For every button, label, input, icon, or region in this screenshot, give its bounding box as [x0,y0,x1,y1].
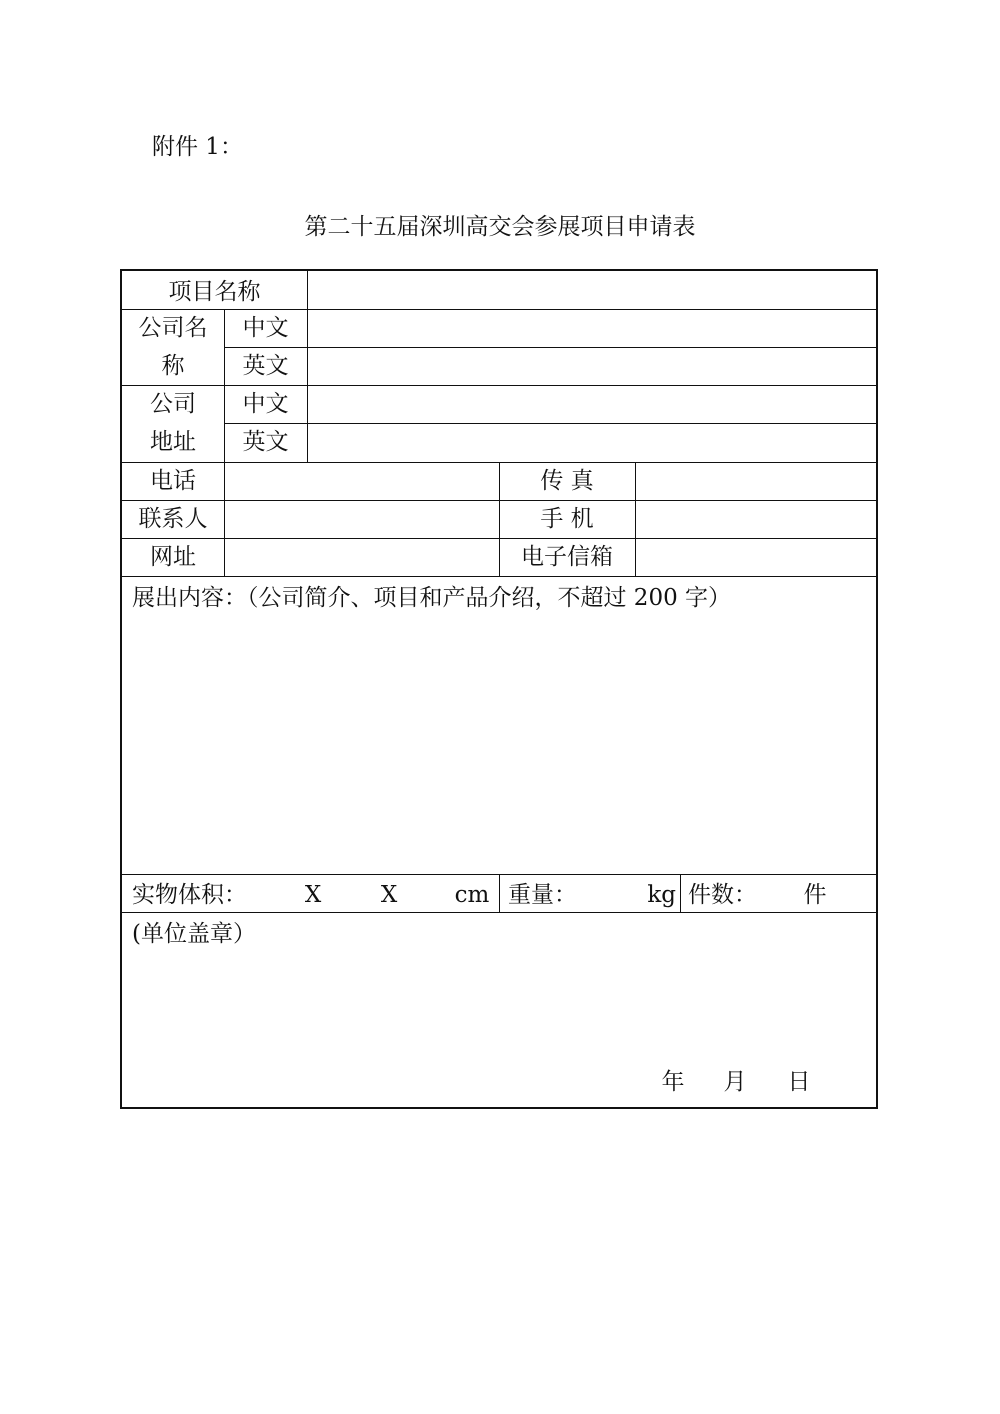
company-address-chinese-label: 中文 [242,391,289,417]
phone-label: 电话 [150,468,196,494]
exhibit-content-textarea[interactable] [122,617,876,873]
company-name-english-label: 英文 [242,353,289,379]
row-divider [122,576,876,577]
project-name-label: 项目名称 [168,279,261,305]
contact-label: 联系人 [138,506,208,532]
count-label: 件数： [688,882,757,908]
company-name-label-line2: 称 [161,353,185,379]
company-name-english-input[interactable] [309,347,876,385]
count-unit: 件 [803,882,827,908]
company-name-label-line1: 公司名 [138,315,208,341]
company-name-chinese-input[interactable] [309,309,876,347]
column-divider [307,271,308,462]
attachment-label: 附件 1： [152,134,243,160]
volume-label: 实物体积： [132,882,247,908]
company-address-chinese-input[interactable] [309,385,876,423]
email-label: 电子信箱 [521,544,613,570]
column-divider [635,462,636,576]
mobile-label: 手 机 [540,506,594,532]
fax-input[interactable] [637,462,876,500]
date-month: 月 [723,1069,747,1095]
column-divider [499,874,500,912]
company-address-english-input[interactable] [309,423,876,462]
mobile-input[interactable] [637,500,876,538]
date-year: 年 [661,1069,685,1095]
weight-label: 重量： [508,882,577,908]
application-form [120,269,878,1109]
form-title: 第二十五届深圳高交会参展项目申请表 [304,214,696,240]
column-divider [680,874,681,912]
email-input[interactable] [637,538,876,576]
stamp-area[interactable] [122,955,876,1065]
contact-input[interactable] [226,500,499,538]
stamp-label: (单位盖章） [132,921,256,947]
date-day: 日 [787,1069,811,1095]
volume-unit: cm [454,882,490,908]
website-label: 网址 [150,544,196,570]
weight-unit: kg [647,882,676,908]
company-address-label-line2: 地址 [150,429,196,455]
exhibit-content-label: 展出内容：（公司简介、项目和产品介绍，不超过 200 字） [132,585,732,611]
fax-label: 传 真 [540,468,594,494]
website-input[interactable] [226,538,499,576]
company-address-english-label: 英文 [242,429,289,455]
volume-x-separator-1: X [304,882,322,908]
volume-x-separator-2: X [380,882,398,908]
project-name-input[interactable] [309,271,876,309]
company-address-label-line1: 公司 [150,391,196,417]
phone-input[interactable] [226,462,499,500]
company-name-chinese-label: 中文 [242,315,289,341]
